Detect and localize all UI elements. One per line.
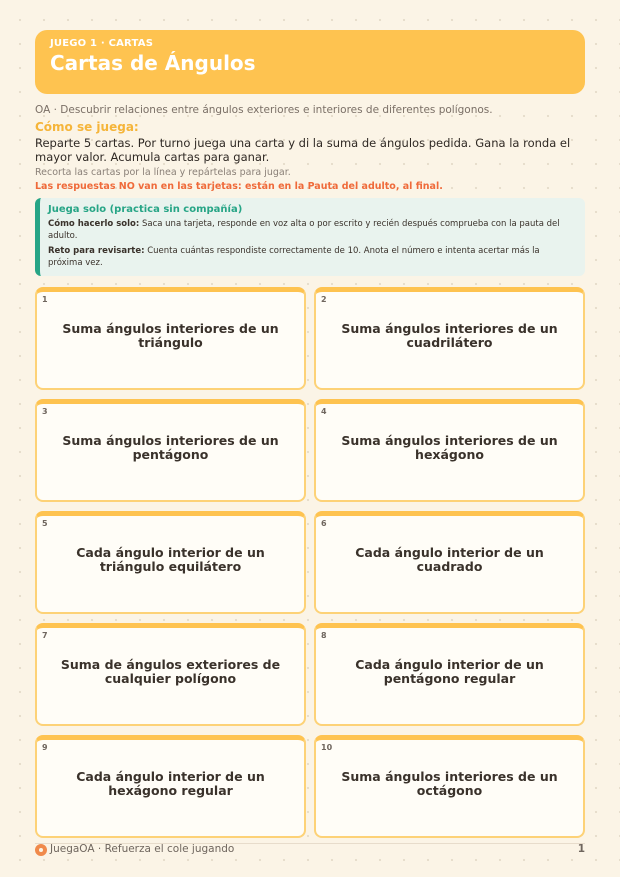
game-tag: JUEGO 1 · CARTAS [50,38,154,49]
solo-play-box [35,198,585,276]
card-number: 4 [321,407,327,416]
game-header [35,30,585,94]
solo-how-text: Saca una tarjeta, responde en voz alta o por escrito y recién después comprueba con la pauta del adulto. [48,219,560,241]
solo-how-label: Cómo hacerlo solo: [48,219,140,229]
solo-how [48,218,575,242]
card-text: Cada ángulo interior de un triángulo equilátero [76,545,265,574]
card-text: Cada ángulo interior de un pentágono regular [355,657,544,686]
learning-objective: OA · Descubrir relaciones entre ángulos exteriores e interiores de diferentes polígonos. [35,104,493,116]
card[interactable] [35,623,306,726]
card-number: 8 [321,631,327,640]
card[interactable] [35,511,306,614]
page-title: Cartas de Ángulos [50,51,256,75]
how-to-play-text: Reparte 5 cartas. Por turno juega una carta y di la suma de ángulos pedida. Gana la ronda el mayor valor. Acumula cartas para ganar. [35,136,571,164]
card-number: 1 [42,295,48,304]
solo-title: Juega solo (practica sin compañía) [48,204,243,215]
card-number: 7 [42,631,48,640]
card[interactable] [314,399,585,502]
card-number: 9 [42,743,48,752]
card-number: 6 [321,519,327,528]
how-to-play-title: Cómo se juega: [35,120,139,134]
card[interactable] [314,735,585,838]
card-text: Suma ángulos interiores de un triángulo [62,321,279,350]
card[interactable] [314,623,585,726]
card-number: 3 [42,407,48,416]
card-text: Suma ángulos interiores de un octágono [341,769,558,798]
page-footer [35,843,585,858]
cut-instructions: Recorta las cartas por la línea y repártelas para jugar. [35,167,291,178]
card-text: Cada ángulo interior de un cuadrado [355,545,544,574]
answers-warning: Las respuestas NO van en las tarjetas: están en la Pauta del adulto, al final. [35,181,443,192]
card-grid [35,287,585,838]
card-number: 5 [42,519,48,528]
card[interactable] [35,399,306,502]
card-text: Suma ángulos interiores de un pentágono [62,433,279,462]
card-text: Suma de ángulos exteriores de cualquier polígono [60,657,281,686]
card-text: Cada ángulo interior de un hexágono regular [76,769,265,798]
page-number: 1 [577,843,585,855]
brand-text: JuegaOA · Refuerza el cole jugando [50,843,235,855]
solo-review-text: Cuenta cuántas respondiste correctamente de 10. Anota el número e intenta acertar más la próxima vez. [48,246,540,268]
target-icon [35,844,47,856]
page-content [35,30,585,798]
card[interactable] [314,511,585,614]
card[interactable] [314,287,585,390]
solo-review [48,245,575,269]
card-text: Suma ángulos interiores de un cuadrilátero [341,321,558,350]
card[interactable] [35,287,306,390]
card-text: Suma ángulos interiores de un hexágono [341,433,558,462]
card-number: 10 [321,743,333,752]
card-number: 2 [321,295,327,304]
solo-review-label: Reto para revisarte: [48,246,145,256]
card[interactable] [35,735,306,838]
